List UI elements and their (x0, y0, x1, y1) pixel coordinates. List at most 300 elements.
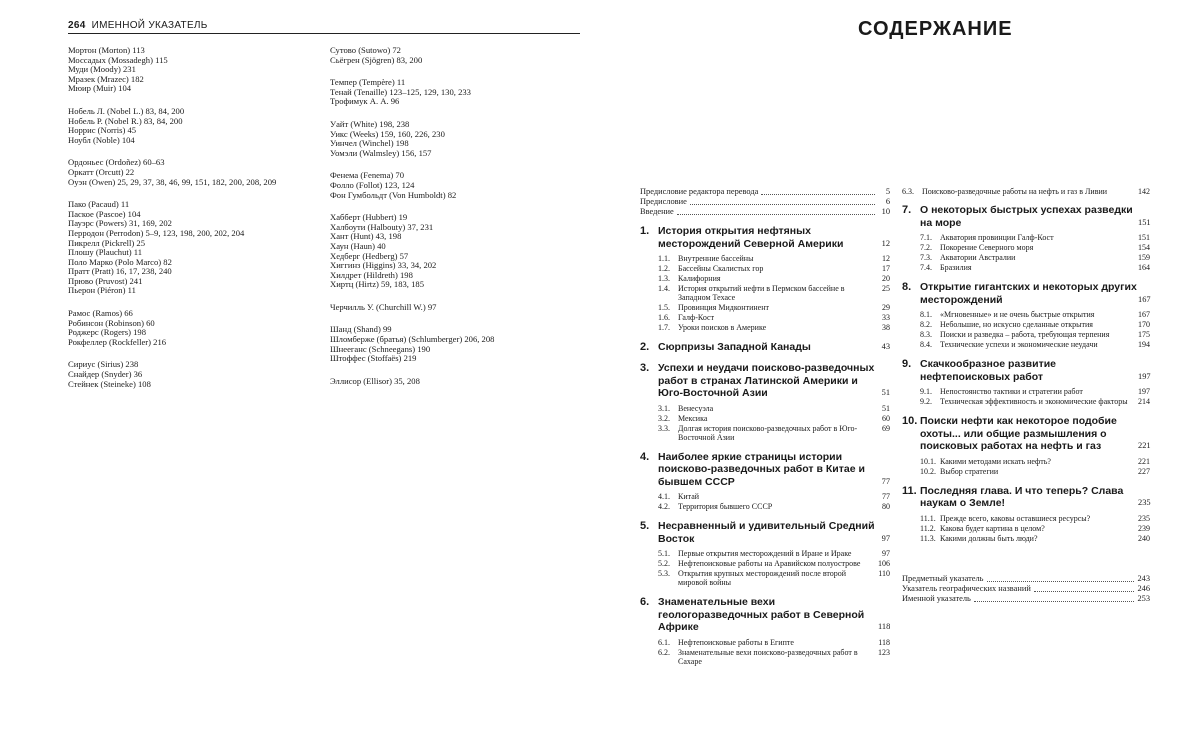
index-entry: Сутово (Sutowo) 72 (330, 46, 590, 56)
page-ref: 221 (1128, 457, 1150, 466)
index-entry: Шломберже (братья) (Schlumberger) 206, 208 (330, 335, 590, 345)
page-ref: 240 (1128, 534, 1150, 543)
toc-chapter (640, 596, 890, 667)
page-ref: 154 (1128, 243, 1150, 252)
chapter-title: О некоторых быстрых успехах разведки на море (920, 204, 1138, 229)
chapter-title: Сюрпризы Западной Канады (658, 341, 878, 354)
chapter-heading (658, 341, 890, 354)
index-letter-group (68, 309, 318, 347)
index-entry: Мразек (Mrazec) 182 (68, 75, 318, 85)
index-letter-group (68, 158, 318, 187)
section-title: Какими должны быть люди? (940, 534, 1128, 543)
section-number: 6.1. (658, 638, 678, 647)
toc-section (920, 320, 1150, 329)
section-list (920, 233, 1150, 272)
section-number: 8.1. (920, 310, 940, 319)
index-entry: Паское (Pascoe) 104 (68, 210, 318, 220)
index-entry: Мортон (Morton) 113 (68, 46, 318, 56)
index-entry: Поло Марко (Polo Marco) 82 (68, 258, 318, 268)
index-entry: Норрис (Norris) 45 (68, 126, 318, 136)
section-title: История открытий нефти в Пермском бассейне в Западном Техасе (678, 284, 868, 302)
index-entry: Штоффес (Stoffaës) 219 (330, 354, 590, 364)
toc-section (658, 424, 890, 442)
toc-section (658, 502, 890, 511)
section-title: Технические успехи и экономические неудачи (940, 340, 1128, 349)
index-entry: Шнееганс (Schneegans) 190 (330, 345, 590, 355)
index-letter-group (330, 46, 590, 65)
index-entry: Фон Гумбольдт (Von Humboldt) 82 (330, 191, 590, 201)
section-list (920, 457, 1150, 476)
chapter-number: 4. (640, 451, 658, 513)
chapter-body (658, 225, 890, 333)
chapter-heading (658, 520, 890, 545)
section-title: Галф-Кост (678, 313, 868, 322)
index-entry: Хедберг (Hedberg) 57 (330, 252, 590, 262)
toc-section (920, 387, 1150, 396)
page-ref: 197 (1138, 371, 1150, 384)
page-ref: 142 (1128, 187, 1150, 196)
toc-section (658, 414, 890, 423)
page-ref: 235 (1128, 514, 1150, 523)
toc-chapter (902, 415, 1150, 477)
section-number: 3.3. (658, 424, 678, 442)
index-entry: Фоллo (Follot) 123, 124 (330, 181, 590, 191)
chapter-body (658, 451, 890, 513)
index-entry: Ордоньес (Ordoñez) 60–63 (68, 158, 318, 168)
toc-section (920, 524, 1150, 533)
section-number: 11.3. (920, 534, 940, 543)
index-entry: Уинчел (Winchel) 198 (330, 139, 590, 149)
page-ref: 12 (868, 254, 890, 263)
index-entry: Роджерс (Rogers) 198 (68, 328, 318, 338)
index-entry: Рамос (Ramos) 66 (68, 309, 318, 319)
toc-chapter (902, 281, 1150, 350)
page-ref: 118 (878, 621, 890, 634)
toc-section (920, 243, 1150, 252)
toc-front-entry-text: Введение (640, 207, 674, 217)
chapter-number: 8. (902, 281, 920, 350)
section-title: Выбор стратегии (940, 467, 1128, 476)
section-number: 9.1. (920, 387, 940, 396)
toc-front-entry (640, 197, 890, 207)
page-ref: 221 (1138, 440, 1150, 453)
section-number: 1.7. (658, 323, 678, 332)
section-number: 8.4. (920, 340, 940, 349)
toc-section (920, 330, 1150, 339)
page-ref: 197 (1128, 387, 1150, 396)
chapter-body (920, 358, 1150, 407)
section-number: 1.5. (658, 303, 678, 312)
index-entry: Фенема (Fenema) 70 (330, 171, 590, 181)
page-ref: 33 (868, 313, 890, 322)
toc-section (920, 457, 1150, 466)
toc-back-entry (902, 574, 1150, 584)
page-ref: 20 (868, 274, 890, 283)
chapter-heading (920, 358, 1150, 383)
index-entry: Пьерон (Piéron) 11 (68, 286, 318, 296)
page-ref: 17 (868, 264, 890, 273)
index-letter-group (68, 360, 318, 389)
chapter-title: Поиски нефти как некоторое подобие охоты... или общие размышления о поисковых работах на нефть и газ (920, 415, 1138, 453)
section-title: Мексика (678, 414, 868, 423)
toc-front-entry (640, 207, 890, 217)
section-number: 10.2. (920, 467, 940, 476)
toc-section (920, 467, 1150, 476)
chapter-number: 10. (902, 415, 920, 477)
index-entry: Уикс (Weeks) 159, 160, 226, 230 (330, 130, 590, 140)
section-number: 1.6. (658, 313, 678, 322)
index-entry: Перродон (Perrodon) 5–9, 123, 198, 200, 202, 204 (68, 229, 318, 239)
section-title: Внутренние бассейны (678, 254, 868, 263)
page-ref: 5 (878, 187, 890, 197)
section-number: 6.3. (902, 187, 922, 196)
leader-dots (677, 214, 875, 215)
chapter-title: Несравненный и удивительный Средний Восток (658, 520, 878, 545)
index-entry: Халбоути (Halbouty) 37, 231 (330, 223, 590, 233)
section-number: 3.2. (658, 414, 678, 423)
chapter-body (920, 281, 1150, 350)
page-ref: 97 (868, 549, 890, 558)
toc-chapter (640, 451, 890, 513)
chapter-title: Открытие гигантских и некоторых других месторождений (920, 281, 1138, 306)
toc-back-entry-text: Указатель географических названий (902, 584, 1031, 594)
toc-chapter (902, 358, 1150, 407)
page-ref: 167 (1128, 310, 1150, 319)
toc-section (920, 340, 1150, 349)
chapter-number: 1. (640, 225, 658, 333)
page-ref: 110 (868, 569, 890, 587)
section-title: Небольшие, но искусно сделанные открытия (940, 320, 1128, 329)
page-ref: 239 (1128, 524, 1150, 533)
section-number: 11.1. (920, 514, 940, 523)
toc-chapter (640, 341, 890, 354)
index-entry: Робинсон (Robinson) 60 (68, 319, 318, 329)
section-number: 5.3. (658, 569, 678, 587)
page-ref: 214 (1128, 397, 1150, 406)
toc-section (658, 323, 890, 332)
toc-section (920, 514, 1150, 523)
section-number: 1.2. (658, 264, 678, 273)
index-entry: Сириус (Sirius) 238 (68, 360, 318, 370)
section-title: Нефтепоисковые работы в Египте (678, 638, 868, 647)
section-title: Непостоянство тактики и стратегии работ (940, 387, 1128, 396)
page-ref: 159 (1128, 253, 1150, 262)
section-title: Покорение Северного моря (940, 243, 1128, 252)
index-entry: Трофимук А. А. 96 (330, 97, 590, 107)
chapter-title: Знаменательные вехи геологоразведочных работ в Северной Африке (658, 596, 878, 634)
chapter-heading (658, 225, 890, 250)
toc-chapter (902, 204, 1150, 273)
section-list (920, 387, 1150, 406)
toc-back-entry (902, 594, 1150, 604)
toc-section (658, 549, 890, 558)
section-list (658, 254, 890, 332)
page-ref: 51 (868, 404, 890, 413)
page-ref: 6 (878, 197, 890, 207)
chapter-heading (920, 485, 1150, 510)
section-number: 4.2. (658, 502, 678, 511)
chapter-number: 7. (902, 204, 920, 273)
toc-chapter (640, 225, 890, 333)
section-list (920, 310, 1150, 349)
page-ref: 243 (1137, 574, 1150, 584)
section-title: Бразилия (940, 263, 1128, 272)
toc-section (920, 397, 1150, 406)
index-entry: Рокфеллер (Rockfeller) 216 (68, 338, 318, 348)
chapter-heading (920, 281, 1150, 306)
toc-front-entry-text: Предисловие (640, 197, 687, 207)
index-entry: Хабберт (Hubbert) 19 (330, 213, 590, 223)
page-ref: 12 (878, 238, 890, 251)
page-ref: 167 (1138, 294, 1150, 307)
section-list (658, 404, 890, 442)
section-title: Уроки поисков в Америке (678, 323, 868, 332)
section-title: Нефтепоисковые работы на Аравийском полуострове (678, 559, 868, 568)
chapter-body (658, 596, 890, 667)
section-number: 5.2. (658, 559, 678, 568)
index-entry: Муди (Moody) 231 (68, 65, 318, 75)
section-number: 7.3. (920, 253, 940, 262)
section-title: Акватория провинции Галф-Кост (940, 233, 1128, 242)
index-entry: Моссадых (Mossadegh) 115 (68, 56, 318, 66)
section-title: Акватории Австралии (940, 253, 1128, 262)
section-number: 11.2. (920, 524, 940, 533)
index-entry: Хиггинз (Higgins) 33, 34, 202 (330, 261, 590, 271)
page-ref: 106 (868, 559, 890, 568)
chapter-title: Последняя глава. И что теперь? Слава наукам о Земле! (920, 485, 1138, 510)
index-entry: Пикрелл (Pickrell) 25 (68, 239, 318, 249)
section-number: 7.2. (920, 243, 940, 252)
toc-chapter (902, 485, 1150, 544)
section-title: Знаменательные вехи поисково-разведочных работ в Сахаре (678, 648, 868, 666)
page-ref: 25 (868, 284, 890, 302)
toc-column-left (640, 187, 890, 667)
section-number: 8.2. (920, 320, 940, 329)
toc-section (920, 534, 1150, 543)
section-title: Бассейны Скалистых гор (678, 264, 868, 273)
chapter-heading (920, 415, 1150, 453)
section-number: 1.4. (658, 284, 678, 302)
index-entry: Ноубл (Noble) 104 (68, 136, 318, 146)
toc-chapter (640, 362, 890, 443)
page-ref: 246 (1137, 584, 1150, 594)
index-column-1 (68, 46, 318, 402)
chapter-title: История открытия нефтяных месторождений Северной Америки (658, 225, 878, 250)
index-letter-group (330, 171, 590, 200)
toc-back-entry-text: Предметный указатель (902, 574, 984, 584)
toc-section (920, 253, 1150, 262)
index-entry: Нобель Р. (Nobel R.) 83, 84, 200 (68, 117, 318, 127)
chapter-number: 5. (640, 520, 658, 588)
toc-section (658, 648, 890, 666)
page-ref: 77 (878, 476, 890, 489)
toc-chapter (640, 520, 890, 588)
toc-back-entry (902, 584, 1150, 594)
page-ref: 43 (878, 341, 890, 354)
chapter-heading (658, 596, 890, 634)
page-ref: 60 (868, 414, 890, 423)
index-entry: Тенай (Tenaille) 123–125, 129, 130, 233 (330, 88, 590, 98)
index-entry: Мюир (Muir) 104 (68, 84, 318, 94)
index-entry: Хаун (Haun) 40 (330, 242, 590, 252)
page-ref: 151 (1138, 217, 1150, 230)
section-number: 9.2. (920, 397, 940, 406)
index-letter-group (68, 46, 318, 94)
page-ref: 80 (868, 502, 890, 511)
toc-back-entry-text: Именной указатель (902, 594, 971, 604)
chapter-heading (920, 204, 1150, 229)
chapter-body (658, 520, 890, 588)
toc-section (658, 569, 890, 587)
toc-section (658, 492, 890, 501)
index-letter-group (330, 120, 590, 158)
page-number: 264 (68, 20, 86, 31)
section-number: 6.2. (658, 648, 678, 666)
index-letter-group (330, 325, 590, 363)
index-letter-group (330, 78, 590, 107)
section-list (658, 492, 890, 511)
section-number: 1.1. (658, 254, 678, 263)
index-entry: Черчилль У. (Churchill W.) 97 (330, 303, 590, 313)
section-title: Какими методами искать нефть? (940, 457, 1128, 466)
chapter-body (920, 415, 1150, 477)
index-entry: Темпер (Tempère) 11 (330, 78, 590, 88)
section-number: 7.1. (920, 233, 940, 242)
chapter-heading (658, 362, 890, 400)
toc-section (658, 313, 890, 322)
index-column-2 (330, 46, 590, 399)
contents-title: СОДЕРЖАНИЕ (858, 18, 1013, 41)
toc-front-entry (640, 187, 890, 197)
toc-front-entry-text: Предисловие редактора перевода (640, 187, 758, 197)
index-entry: Нобель Л. (Nobel L.) 83, 84, 200 (68, 107, 318, 117)
index-entry: Уомэли (Walmsley) 156, 157 (330, 149, 590, 159)
section-title: Поиски и разведка – работа, требующая терпения (940, 330, 1128, 339)
page-ref: 235 (1138, 497, 1150, 510)
index-entry: Снайдер (Snyder) 36 (68, 370, 318, 380)
leader-dots (761, 194, 875, 195)
chapter-title: Скачкообразное развитие нефтепоисковых работ (920, 358, 1138, 383)
section-number: 8.3. (920, 330, 940, 339)
index-entry: Уайт (White) 198, 238 (330, 120, 590, 130)
section-list (658, 549, 890, 587)
index-entry: Оуэн (Owen) 25, 29, 37, 38, 46, 99, 151, 182, 200, 208, 209 (68, 178, 318, 188)
index-letter-group (330, 377, 590, 387)
page-ref: 175 (1128, 330, 1150, 339)
section-number: 10.1. (920, 457, 940, 466)
index-letter-group (68, 200, 318, 296)
toc-section (920, 310, 1150, 319)
index-entry: Стейнек (Steineke) 108 (68, 380, 318, 390)
section-title: Открытия крупных месторождений после второй мировой войны (678, 569, 868, 587)
page-ref: 164 (1128, 263, 1150, 272)
index-entry: Хилдрет (Hildreth) 198 (330, 271, 590, 281)
toc-section (902, 187, 1150, 196)
chapter-body (658, 341, 890, 354)
page-ref: 10 (878, 207, 890, 217)
section-list (658, 638, 890, 666)
chapter-number: 6. (640, 596, 658, 667)
toc-section (658, 559, 890, 568)
leader-dots (974, 601, 1135, 602)
index-entry: Оркатт (Orcutt) 22 (68, 168, 318, 178)
page-ref: 227 (1128, 467, 1150, 476)
section-number: 4.1. (658, 492, 678, 501)
page-ref: 51 (878, 387, 890, 400)
page-ref: 69 (868, 424, 890, 442)
index-entry: Пако (Pacaud) 11 (68, 200, 318, 210)
page-ref: 151 (1128, 233, 1150, 242)
index-title: ИМЕННОЙ УКАЗАТЕЛЬ (92, 20, 208, 31)
section-title: Долгая история поисково-разведочных работ в Юго-Восточной Азии (678, 424, 868, 442)
toc-section (658, 284, 890, 302)
page-ref: 170 (1128, 320, 1150, 329)
index-entry: Шанд (Shand) 99 (330, 325, 590, 335)
section-title: Первые открытия месторождений в Иране и Ираке (678, 549, 868, 558)
section-number: 1.3. (658, 274, 678, 283)
chapter-number: 11. (902, 485, 920, 544)
section-title: Китай (678, 492, 868, 501)
section-title: Поисково-разведочные работы на нефть и газ в Ливии (922, 187, 1128, 196)
index-letter-group (330, 303, 590, 313)
section-title: Техническая эффективность и экономические факторы (940, 397, 1128, 406)
section-title: Прежде всего, каковы оставшиеся ресурсы? (940, 514, 1128, 523)
chapter-body (920, 204, 1150, 273)
section-number: 5.1. (658, 549, 678, 558)
section-title: Калифорния (678, 274, 868, 283)
index-entry: Эллисор (Ellisor) 35, 208 (330, 377, 590, 387)
leader-dots (987, 581, 1135, 582)
page-ref: 118 (868, 638, 890, 647)
page-ref: 194 (1128, 340, 1150, 349)
chapter-heading (658, 451, 890, 489)
page-ref: 29 (868, 303, 890, 312)
chapter-number: 2. (640, 341, 658, 354)
index-entry: Хиртц (Hirtz) 59, 183, 185 (330, 280, 590, 290)
leader-dots (1034, 591, 1135, 592)
index-letter-group (330, 213, 590, 290)
toc-section (658, 638, 890, 647)
section-number: 7.4. (920, 263, 940, 272)
index-letter-group (68, 107, 318, 145)
toc-section (658, 254, 890, 263)
toc-section (658, 404, 890, 413)
section-title: Провинция Мидконтинент (678, 303, 868, 312)
chapter-title: Наиболее яркие страницы истории поисково-разведочных работ в Китае и бывшем СССР (658, 451, 878, 489)
toc-section (920, 233, 1150, 242)
section-number: 3.1. (658, 404, 678, 413)
section-title: Какова будет картина в целом? (940, 524, 1128, 533)
chapter-number: 3. (640, 362, 658, 443)
toc-section (920, 263, 1150, 272)
toc-column-right (902, 187, 1150, 604)
page-ref: 38 (868, 323, 890, 332)
page-ref: 77 (868, 492, 890, 501)
index-entry: Прюво (Pruvost) 241 (68, 277, 318, 287)
toc-section (658, 274, 890, 283)
index-entry: Пауэрс (Powers) 31, 169, 202 (68, 219, 318, 229)
section-title: Венесуэла (678, 404, 868, 413)
section-title: Территория бывшего СССР (678, 502, 868, 511)
index-entry: Хант (Hunt) 43, 198 (330, 232, 590, 242)
section-title: «Мгновенные» и не очень быстрые открытия (940, 310, 1128, 319)
section-list (920, 514, 1150, 543)
toc-section (658, 303, 890, 312)
chapter-body (920, 485, 1150, 544)
leader-dots (690, 204, 875, 205)
chapter-title: Успехи и неудачи поисково-разведочных работ в странах Латинской Америки и Юго-Восточной Азии (658, 362, 878, 400)
chapter-number: 9. (902, 358, 920, 407)
